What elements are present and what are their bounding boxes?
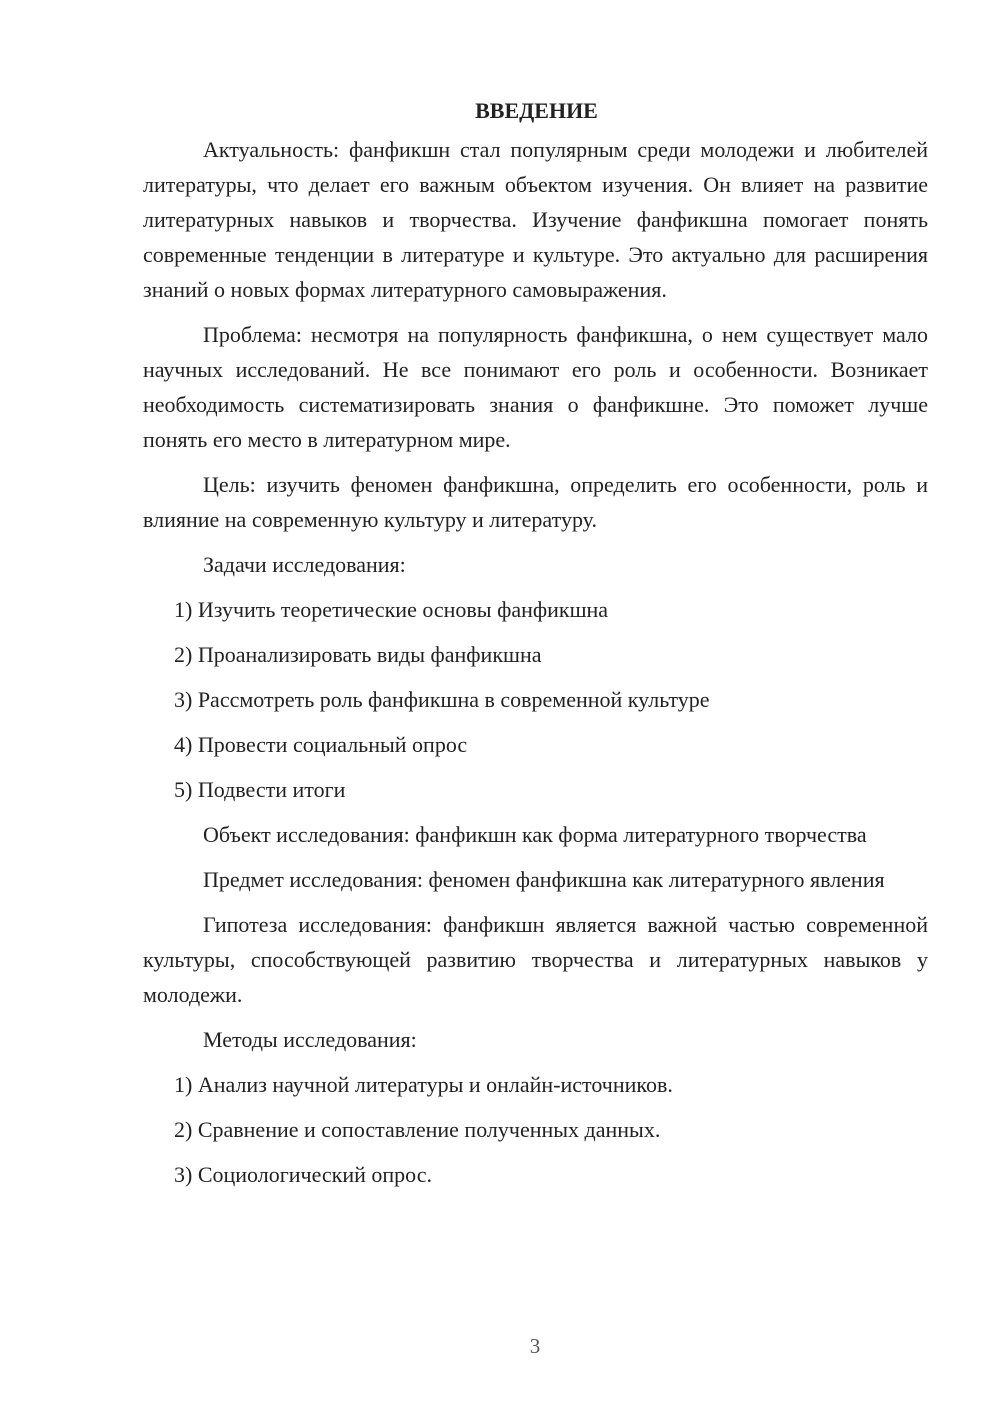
task-item: 3) Рассмотреть роль фанфикшна в современной культуре	[174, 687, 710, 712]
hypothesis-paragraph: Гипотеза исследования: фанфикшн является важной частью современной культуры, способствующей развитию творчества и литературных навыков у молодежи.	[143, 912, 928, 1007]
method-item: 1) Анализ научной литературы и онлайн-источников.	[174, 1072, 673, 1097]
page-number: 3	[529, 1334, 541, 1358]
task-item: 2) Проанализировать виды фанфикшна	[174, 642, 542, 667]
task-item: 1) Изучить теоретические основы фанфикшна	[174, 597, 609, 622]
relevance-paragraph: Актуальность: фанфикшн стал популярным среди молодежи и любителей литературы, что делает его важным объектом изучения. Он влияет на развитие литературных навыков и творчества. Изучение фанфикшна помогает понять современные тенденции в литературе и культуре. Это актуально для расширения знаний о новых формах литературного самовыражения.	[143, 137, 928, 302]
spacer	[143, 897, 928, 907]
object-paragraph: Объект исследования: фанфикшн как форма литературного творчества	[203, 822, 867, 847]
spacer	[143, 807, 928, 817]
methods-heading: Методы исследования:	[203, 1027, 417, 1052]
document-title: ВВЕДЕНИЕ	[475, 98, 598, 123]
spacer	[143, 1012, 928, 1022]
goal-paragraph: Цель: изучить феномен фанфикшна, определить его особенности, роль и влияние на современную культуру и литературу.	[143, 472, 928, 532]
method-item: 2) Сравнение и сопоставление полученных данных.	[174, 1117, 661, 1142]
spacer	[143, 537, 928, 547]
spacer	[143, 457, 928, 467]
spacer	[143, 852, 928, 862]
problem-paragraph: Проблема: несмотря на популярность фанфикшна, о нем существует мало научных исследований. Не все понимают его роль и особенности. Возникает необходимость систематизировать знания о фанфикшне. Это поможет лучше понять его место в литературном мире.	[143, 322, 928, 452]
method-item: 3) Социологический опрос.	[174, 1162, 432, 1187]
tasks-heading: Задачи исследования:	[203, 552, 406, 577]
task-item: 4) Провести социальный опрос	[174, 732, 468, 757]
document-page	[143, 96, 928, 1192]
subject-paragraph: Предмет исследования: феномен фанфикшна как литературного явления	[203, 867, 885, 892]
spacer	[143, 307, 928, 317]
task-item: 5) Подвести итоги	[174, 777, 346, 802]
